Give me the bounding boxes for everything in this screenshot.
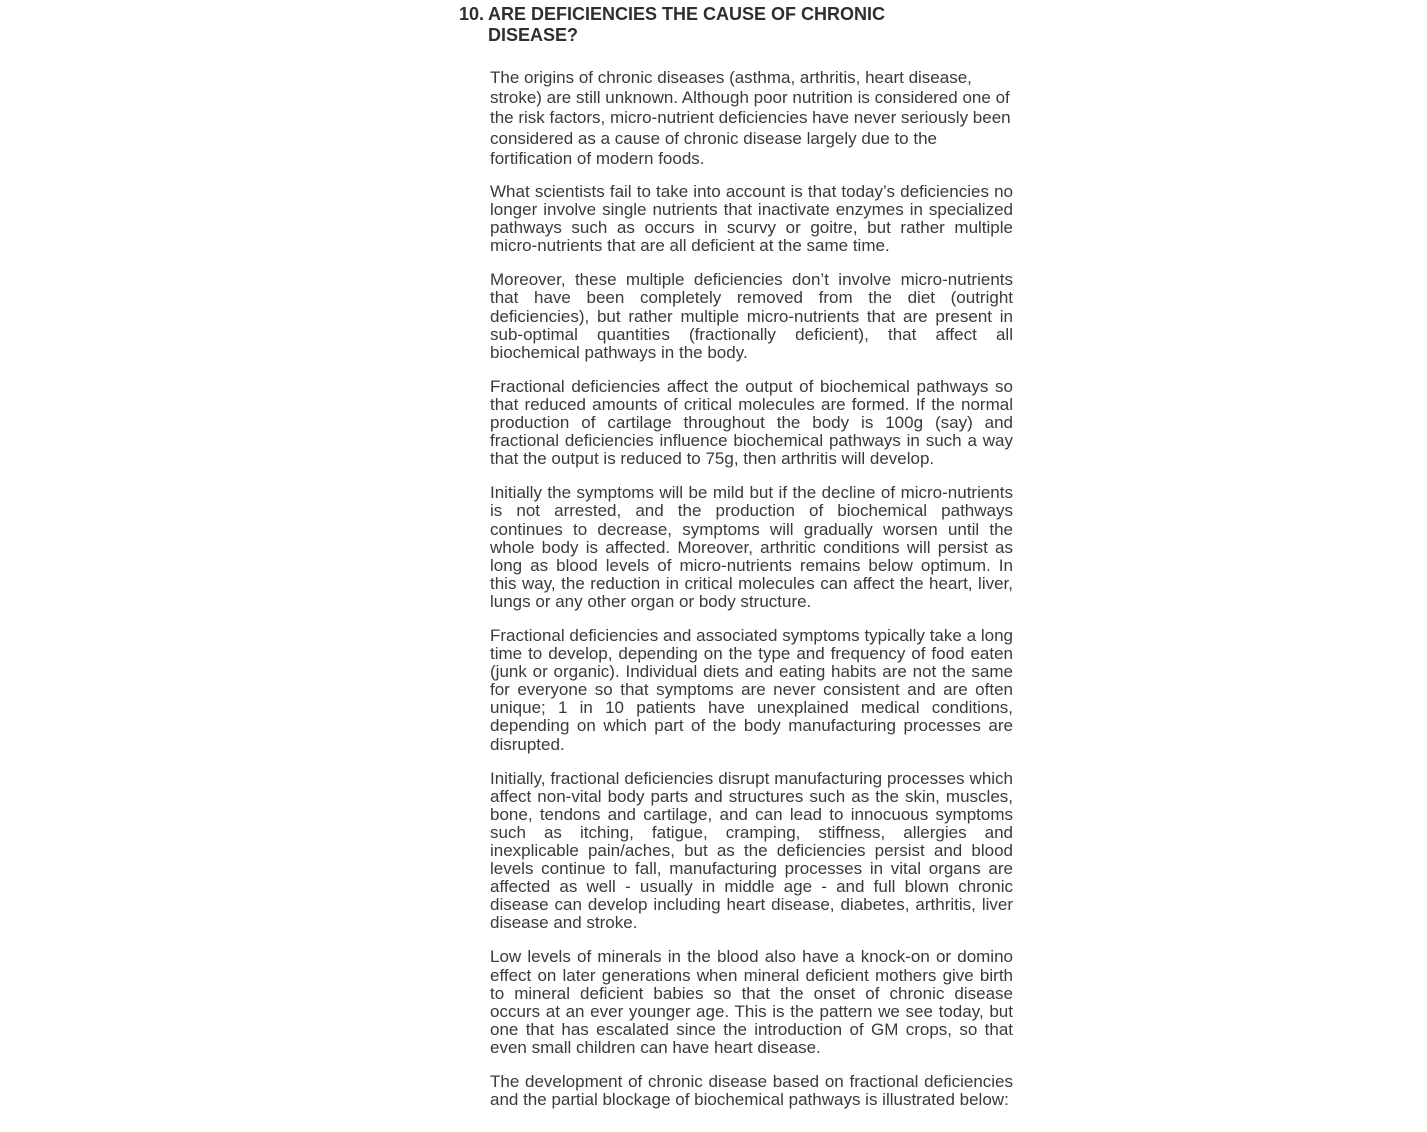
section-title: ARE DEFICIENCIES THE CAUSE OF CHRONIC DISEASE?	[488, 4, 886, 45]
paragraph-minerals: Low levels of minerals in the blood also have a knock-on or domino effect on later generations when mineral deficient mothers give birth to mineral deficient babies so that the onset of chronic disease occurs at an ever younger age. This is the pattern we see today, but one that has escalated since the introduction of GM crops, so that even small children can have heart disease.	[490, 947, 1013, 1057]
paragraph-fractional-output: Fractional deficiencies affect the output of biochemical pathways so that reduced amounts of critical molecules are formed. If the normal production of cartilage throughout the body is 100g (say) and fractional deficiencies influence biochemical pathways in such a way that the output is reduced to 75g, then arthritis will develop.	[490, 376, 1013, 469]
section-number: 10.	[459, 4, 485, 24]
paragraph-symptoms-mild: Initially the symptoms will be mild but if the decline of micro-nutrients is not arrested, and the production of biochemical pathways continues to decrease, symptoms will gradually worsen until the whole body is affected. Moreover, arthritic conditions will persist as long as blood levels of micro-nutrients remains below optimum. In this way, the reduction in critical molecules can affect the heart, liver, lungs or any other organ or body structure.	[490, 483, 1013, 611]
paragraph-manufacturing: Initially, fractional deficiencies disrupt manufacturing processes which affect non-vital body parts and structures such as the skin, muscles, bone, tendons and cartilage, and can lead to innocuous symptoms such as itching, fatigue, cramping, stiffness, allergies and inexplicable pain/aches, but as the deficiencies persist and blood levels continue to fall, manufacturing processes in vital organs are affected as well - usually in middle age - and full blown chronic disease can develop including heart disease, diabetes, arthritis, liver disease and stroke.	[490, 768, 1013, 933]
paragraph-origins: The origins of chronic diseases (asthma, arthritis, heart disease, stroke) are still unknown. Although poor nutrition is considered one of the risk factors, micro-nutrient deficiencies have never seriously been considered as a cause of chronic disease largely due to the fortification of modern foods.	[490, 68, 1011, 168]
section-body	[490, 68, 1013, 1109]
paragraph-develop-time: Fractional deficiencies and associated symptoms typically take a long time to develop, depending on the type and frequency of food eaten (junk or organic). Individual diets and eating habits are not the same for everyone so that symptoms are never consistent and are often unique; 1 in 10 patients have unexplained medical conditions, depending on which part of the body manufacturing processes are disrupted.	[490, 625, 1013, 754]
section-heading	[459, 4, 1019, 46]
paragraph-illustrated: The development of chronic disease based on fractional deficiencies and the partial blockage of biochemical pathways is illustrated below:	[490, 1072, 1013, 1110]
paragraph-scientists: What scientists fail to take into account is that today’s deficiencies no longer involve single nutrients that inactivate enzymes in specialized pathways such as occurs in scurvy or goitre, but rather multiple micro-nutrients that are all deficient at the same time.	[490, 182, 1013, 256]
document-page	[459, 4, 1019, 1125]
paragraph-multiple-deficiencies: Moreover, these multiple deficiencies don’t involve micro-nutrients that have been completely removed from the diet (outright deficiencies), but rather multiple micro-nutrients that are present in sub-optimal quantities (fractionally deficient), that affect all biochemical pathways in the body.	[490, 270, 1013, 362]
